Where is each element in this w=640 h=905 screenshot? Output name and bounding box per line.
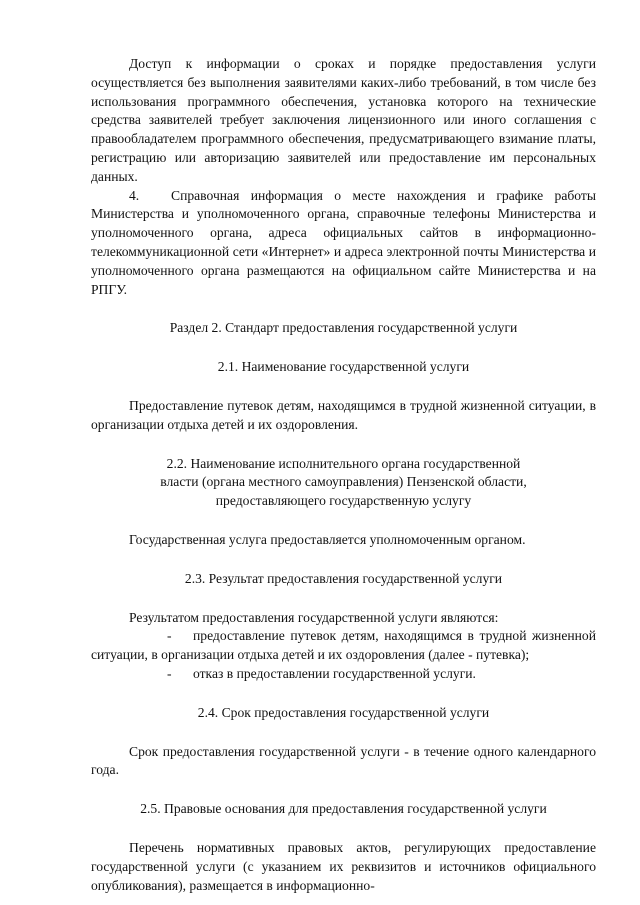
- result-list-item-1-text: предоставление путевок детям, находящимся в трудной жизненной ситуации, в организации отдыха детей и их оздоровления (далее - путевка);: [91, 628, 596, 663]
- paragraph-2-3-intro: Результатом предоставления государственной услуги являются:: [129, 609, 499, 625]
- paragraph-2-4: Срок предоставления государственной услуги - в течение одного календарного года.: [91, 743, 596, 778]
- result-list-item-2-text: отказ в предоставлении государственной услуги.: [193, 665, 476, 681]
- list-item-text: Справочная информация о месте нахождения и графике работы Министерства и уполномоченного органа, справочные телефоны Министерства и уполномоченного органа, адреса официальных сайтов в информационно-телекоммуникационной сети «Интернет» и адреса электронной почты Министерства и уполномоченного органа размещаются на официальном сайте Министерства и на РПГУ.: [91, 187, 596, 297]
- dash-bullet: -: [167, 628, 172, 644]
- heading-2-4: 2.4. Срок предоставления государственной услуги: [197, 704, 490, 720]
- heading-2-2-line-1: 2.2. Наименование исполнительного органа государственной: [166, 455, 521, 471]
- dash-bullet: -: [167, 665, 172, 681]
- result-list-item-1: [91, 627, 596, 665]
- heading-2-1: 2.1. Наименование государственной услуги: [217, 359, 470, 375]
- heading-2-2: [91, 455, 596, 511]
- result-list-item-2: [91, 665, 596, 684]
- heading-2-2-line-2: власти (органа местного самоуправления) Пензенской области,: [160, 474, 527, 490]
- paragraph-access-info: Доступ к информации о сроках и порядке предоставления услуги осуществляется без выполнения заявителями каких-либо требований, в том числе без использования программного обеспечения, установка которого на технические средства заявителей требует заключения лицензионного или иного соглашения с правообладателем программного обеспечения, предусматривающего взимание платы, регистрацию или авторизацию заявителей или предоставление им персональных данных.: [91, 56, 596, 184]
- section-2-heading: Раздел 2. Стандарт предоставления государственной услуги: [169, 320, 518, 336]
- heading-2-5: 2.5. Правовые основания для предоставления государственной услуги: [140, 801, 547, 817]
- paragraph-2-5: Перечень нормативных правовых актов, регулирующих предоставление государственной услуги (с указанием их реквизитов и источников официального опубликования), размещается в информационно-: [91, 839, 596, 893]
- document-page: [91, 55, 596, 895]
- list-item-number: 4.: [129, 187, 140, 203]
- heading-2-3: 2.3. Результат предоставления государственной услуги: [184, 570, 503, 586]
- paragraph-2-2: Государственная услуга предоставляется уполномоченным органом.: [129, 531, 526, 547]
- list-item-4: [91, 187, 596, 300]
- paragraph-2-1: Предоставление путевок детям, находящимся в трудной жизненной ситуации, в организации отдыха детей и их оздоровления.: [91, 397, 596, 432]
- heading-2-2-line-3: предоставляющего государственную услугу: [215, 493, 472, 509]
